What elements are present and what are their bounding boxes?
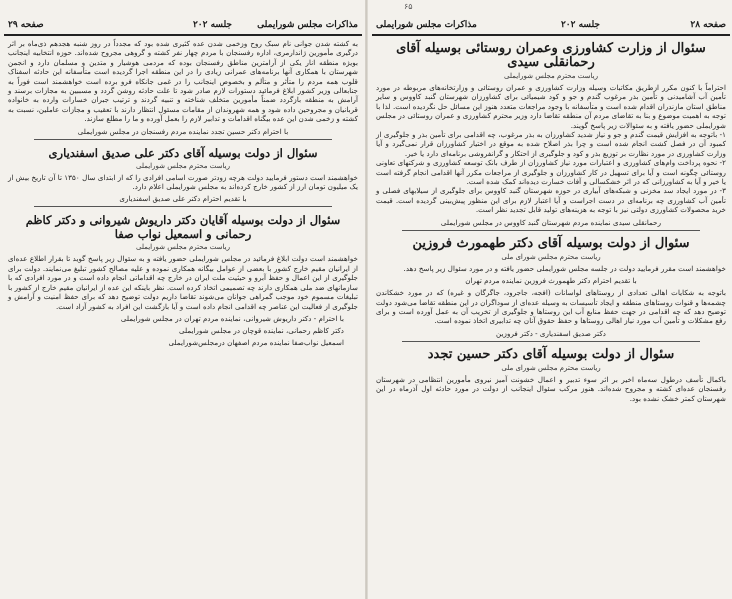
q4-body: خواهشمند است مقرر فرمایید دولت در جلسه مجلس شورایملی حضور یافته و در مورد سئوال زیر پاسخ دهد.	[403, 263, 726, 273]
q4-signature: دکتر صدیق اسفندیاری - دکتر فروزین	[496, 328, 606, 338]
page-fold	[365, 0, 368, 599]
q5-title: سئوال از دولت بوسیله آقای دکتر حسین تجدد	[427, 346, 675, 362]
top-mark: ۶۵	[404, 2, 413, 11]
q2-signature-3: اسمعیل نواب‌صفا نماینده مردم اصفهان درمجلس‌شورایملی	[168, 337, 344, 347]
q4-detail: باتوجه به شکایات اهالی تعدادی از روستاهای لواسانات (افجه، جاجرود، جاگرگان و غیره) که در مورد خشکاندن چشمه‌ها و قنوات روستاهای منطقه و ایجاد تأسیسات به وسیله عده‌ای از سوداگران در این منطقه تقاضا می‌شود دولت توضیح دهد که چه اقدامی در جهت حفظ منابع آب این روستاها و جلوگیری از تخریب آن به عمل آورده است و برای رفع مشکلات و تأمین آب مورد نیاز اهالی روستاها و حفظ حقوق آنان چه تدابیری اتخاذ نموده است.	[376, 288, 726, 326]
q4-addressee: ریاست محترم مجلس شورای ملی	[501, 252, 601, 261]
divider	[402, 341, 700, 342]
left-page-number: صفحه ۲۹	[8, 20, 44, 30]
q1-body: خواهشمند است دستور فرمایید دولت هرچه زودتر صورت اسامی افرادی را که از ابتدای سال ۱۳۵۰ تا آن تاریخ بیش از یک میلیون تومان ارز از کشور خارج کرده‌اند به مجلس شورایملی اعلام دارد.	[8, 172, 359, 192]
right-page-header	[372, 18, 730, 36]
q5-addressee: ریاست محترم مجلس شورای ملی	[501, 363, 601, 372]
right-page	[372, 18, 730, 593]
q3-signature: رحمانقلی سیدی نماینده مردم شهرستان گنبد کاووس در مجلس شورایملی	[440, 217, 662, 227]
right-page-number: صفحه ۲۸	[690, 20, 726, 30]
intro-signature: با احترام دکتر حسین تجدد نماینده مردم رفسنجان در مجلس شورایملی	[77, 126, 289, 136]
q2-signature-1: با احترام - دکتر داریوش شیروانی، نماینده مردم تهران در مجلس شورایملی	[120, 313, 344, 323]
left-page-header	[4, 18, 362, 36]
q3-item-2: ۲- نحوه پرداخت وام‌های کشاورزی و اعتبارات مورد نیاز کشاورزان از طرف بانک توسعه کشاورزی و شرکتهای تعاونی روستائی چگونه است و آیا برای تسهیل در کار کشاورزان و جلوگیری از مراجعات مکرر آنها اقدامی انجام گرفته است یا خیر و آیا به کشاورزانی که در اثر خشکسالی و آفات خسارت دیده‌اند کمک شده است.	[376, 158, 726, 187]
right-session-label: جلسه ۲۰۲	[560, 20, 600, 30]
q2-title: سئوال از دولت بوسیله آقایان دکتر داریوش شیروانی و دکتر کاظم رحمانی و اسمعیل نواب صفا	[25, 213, 341, 242]
q5-body: باکمال تأسف درطول سه‌ماه اخیر بر اثر سوء تدبیر و اعمال خشونت آمیز نیروی مأمورین انتظامی در شهرستان رفسنجان عده‌ای کشته و مجروح شده‌اند. هنوز مرکب سئوال اینجانب از دولت در مورد حادثه اول آذرماه در این شهرستان کمتر خشک نشده بود.	[376, 374, 726, 403]
q1-addressee: ریاست محترم مجلس شورایملی	[136, 161, 230, 170]
left-journal-title: مذاکرات مجلس شورایملی	[257, 20, 358, 30]
q3-body: احتراماً با کنون مکرر ازطریق مکاتبات وسیله وزارت کشاورزی و عمران روستائی و وزارتخانه‌های مربوطه در مورد تأمین آب آشامیدنی و تأمین بذر مرغوب گندم و جو و کود شیمیائی برای کشاورزان شهرستان گنبد کاووس و سایر مناطق استان مازندران اقدام شده است و متأسفانه با وجود مراجعات متعدد هنوز این مسائل حل نگردیده است. لذا با توجه به اهمیت موضوع و بنا به تقاضای مردم آن منطقه تقاضا دارد وزیر محترم کشاورزی و عمران روستائی در مجلس شورایملی حضور یافته و به سئوالات زیر پاسخ گویند.	[376, 83, 726, 130]
q3-addressee: ریاست محترم مجلس شورایملی	[504, 72, 598, 80]
q3-item-1: ۱- باتوجه به افزایش قیمت گندم و جو و نیاز شدید کشاورزان به بذر مرغوب، چه اقدامی برای تأمین بذر و جلوگیری از کمبود آن در فصل کشت انجام شده است و چرا بذر اصلاح شده به موقع در اختیار کشاورزان قرار نمی‌گیرد و آیا وزارت کشاورزی در مورد نظارت بر توزیع بذر و کود و جلوگیری از احتکار و گرانفروشی برنامه‌ای دارد یا خیر.	[376, 130, 726, 158]
q3-title: سئوال از وزارت کشاورزی وعمران روستائی بوسیله آقای رحمانقلی سیدی	[396, 41, 706, 70]
divider	[402, 230, 700, 231]
q4-title: سئوال از دولت بوسیله آقای دکتر طهمورث فروزین	[412, 235, 690, 251]
q4-intro-signature: با تقدیم احترام دکتر طهمورث فروزین نماینده مردم تهران	[465, 276, 637, 286]
q3-item-3: ۳- در مورد ایجاد سد مخزنی و شبکه‌های آبیاری در حوزه شهرستان گنبد کاووس برای جلوگیری از سیلابهای فصلی و تأمین آب کشاورزی چه برنامه‌ای در دست اجراست و آیا اعتبار لازم برای این منظور پیش‌بینی گردیده است. قیمت خرید محصولات کشاورزی دولتی نیز با توجه به هزینه‌های تولید قابل تجدید نظر است.	[376, 186, 726, 215]
q1-signature: با تقدیم احترام دکتر علی صدیق اسفندیاری	[119, 194, 247, 204]
left-session-label: جلسه ۲۰۲	[192, 20, 232, 30]
divider	[34, 139, 332, 140]
divider	[34, 206, 332, 207]
q2-addressee: ریاست محترم مجلس شورایملی	[136, 243, 230, 252]
intro-paragraph: به کشته شدن جوانی نام سبک روح وزخمی شدن عده کثیری شده بود که مجدداً در روز شنبه هجدهم ذی‌ماه بر اثر درگیری مأمورین ژاندارمری، اداره رفسنجان با مردم چهار نفر کشته و گروهی مجروح شده‌اند. حوزه انتخابیه اینجانب بویژه منطقه انار یکی از آرامترین مناطق رفسنجان بوده که مردمی هوشیار و متدین و مسلمان دارد و انجمن شهرستان با همکاری آنها برنامه‌های عمرانی زیادی را در این منطقه اجرا گردیده است متأسفانه این حادثه اسفناک قلوب همه مردم را متأثر و متألم و بخصوص اینجانب را در غمی جانکاه فرو برده است خواهشمند است فوراً به جنابعالی وزیر کشور ابلاغ فرمائید دستورات لازم صادر شود تا علت حادثه روشن گردد و مسببین به مجازات برسند و آرامش به منطقه بازگردد ضمناً مأمورین متخلف شناخته و تنبیه گردند و ترتیب جبران خسارات وارده به خانواده قربانیان و مجروحین داده شود و همه شهروندان از مقامات مسئول انتظار دارند با تعقیب و مجازات عاملین، نسبت به کشته و زخمی شدن این عده بیگناه اقدامات و تدابیر لازم را بعمل آورده و ما را مطلع سازند.	[8, 39, 358, 124]
left-page	[4, 18, 362, 593]
q1-title: سئوال از دولت بوسیله آقای دکتر علی صدیق اسفندیاری	[48, 145, 318, 160]
q2-body: خواهشمند است دولت ابلاغ فرمائید در مجلس شورایملی حضور یافته و به سئوال زیر پاسخ گوید تا بقرار اطلاع عده‌ای از ایرانیان مقیم خارج کشور با بعضی از عوامل بیگانه همکاری نموده و علیه مصالح کشور تبلیغ می‌نمایند. دولت برای جلوگیری از این اعمال و حفظ آبرو و حیثیت ملت ایران در خارج چه اقداماتی انجام داده است و در مورد افرادی که با سازمانهای ضد ملی همکاری دارند چه تصمیمی اتخاذ کرده است. نظر باینکه این عده از ایرانیان مقیم خارج از کشور با تبلیغات مسموم خود موجب گمراهی جوانان می‌شوند تقاضا داریم دولت توضیح دهد که برای حفظ امنیت و آرامش و جلوگیری از فعالیت این عناصر چه اقدامی انجام داده است و آیا بازگشت این افراد به کشور آزاد است.	[8, 254, 358, 311]
q2-signature-2: دکتر کاظم رحمانی، نماینده قوچان در مجلس شورایملی	[179, 325, 344, 335]
right-journal-title: مذاکرات مجلس شورایملی	[376, 20, 477, 30]
